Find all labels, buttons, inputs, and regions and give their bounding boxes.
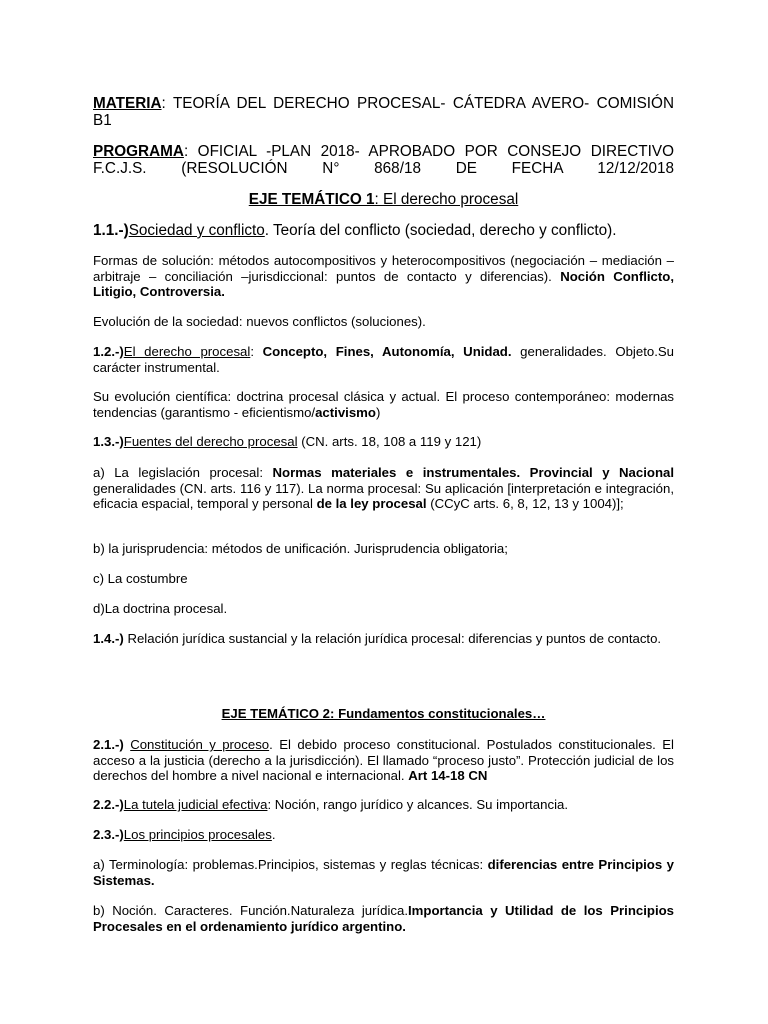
paragraph-c-costumbre: c) La costumbre <box>93 571 188 586</box>
section-2-2-text: : Noción, rango jurídico y alcances. Su importancia. <box>267 797 568 812</box>
eje1-title-num: EJE TEMÁTICO 1 <box>248 191 375 208</box>
evol-cient-end: ) <box>375 404 381 420</box>
section-2-1 <box>93 737 674 784</box>
legislacion-text-2: generalidades (CN. arts. 116 y 117). La norma procesal: Su aplicación [interpretación e integración, eficacia espacial, temporal y personal <box>93 480 674 512</box>
section-2-1-bold: Art 14-18 CN <box>408 768 488 784</box>
section-1-4-text: Relación jurídica sustancial y la relación jurídica procesal: diferencias y puntos de contacto. <box>123 631 662 646</box>
section-2-2-heading: La tutela judicial efectiva <box>123 797 268 812</box>
eje1-title-topic: : El derecho procesal <box>374 191 519 208</box>
terminologia-bold: diferencias entre Principios y Sistemas. <box>93 857 674 888</box>
section-1-2-colon: : <box>250 344 263 359</box>
section-2-1-heading: Constitución y proceso <box>130 737 270 752</box>
programa-text: : OFICIAL -PLAN 2018- APROBADO POR CONSEJO DIRECTIVO F.C.J.S. (RESOLUCIÓN N° 868/18 DE FECHA 12/12/2018 <box>93 143 674 177</box>
legislacion-bold-1: Normas materiales e instrumentales. Provincial y Nacional <box>272 465 674 480</box>
section-1-1-text: . Teoría del conflicto (sociedad, derecho y conflicto). <box>264 222 617 239</box>
section-2-3 <box>93 827 674 843</box>
section-1-4 <box>93 631 674 647</box>
terminologia-text: a) Terminología: problemas.Principios, sistemas y reglas técnicas: <box>93 857 488 872</box>
section-1-1 <box>93 222 674 239</box>
section-1-1-heading: Sociedad y conflicto <box>128 222 265 239</box>
section-2-2-number: 2.2.-) <box>93 797 124 812</box>
eje2-title-text: EJE TEMÁTICO 2: Fundamentos constitucionales… <box>221 706 546 721</box>
section-1-3-text: (CN. arts. 18, 108 a 119 y 121) <box>297 434 482 449</box>
section-2-3-number: 2.3.-) <box>93 827 124 842</box>
section-2-3-text: . <box>271 827 276 842</box>
materia-line <box>93 95 674 129</box>
section-1-2-heading: El derecho procesal <box>123 344 251 359</box>
formas-bold: Noción Conflicto, Litigio, Controversia. <box>93 268 675 300</box>
section-1-3 <box>93 434 674 450</box>
formas-text: Formas de solución: métodos autocompositivos y heterocompositivos (negociación – mediación – arbitraje – conciliación –jurisdiccional: puntos de contacto y diferencias). <box>93 253 674 284</box>
section-2-1-number: 2.1.-) <box>93 737 124 752</box>
materia-text: : TEORÍA DEL DERECHO PROCESAL- CÁTEDRA AVERO- COMISIÓN B1 <box>93 95 674 129</box>
legislacion-text-1: a) La legislación procesal: <box>93 465 273 480</box>
section-1-3-heading: Fuentes del derecho procesal <box>123 434 298 449</box>
paragraph-d-doctrina: d)La doctrina procesal. <box>93 601 228 616</box>
programa-label: PROGRAMA <box>93 143 184 160</box>
section-1-4-number: 1.4.-) <box>93 631 124 646</box>
section-1-2-bold: Concepto, Fines, Autonomía, Unidad. <box>262 344 512 359</box>
paragraph-a-legislacion <box>93 465 674 512</box>
eje2-title <box>93 706 674 722</box>
paragraph-evolucion-sociedad: Evolución de la sociedad: nuevos conflictos (soluciones). <box>93 314 426 329</box>
section-1-2 <box>93 344 674 375</box>
paragraph-2-b-nocion <box>93 903 674 934</box>
evol-cient-text: Su evolución científica: doctrina procesal clásica y actual. El proceso contemporáneo: modernas tendencias (garantismo - eficientismo/ <box>93 389 674 420</box>
nocion-text: b) Noción. Caracteres. Función.Naturaleza jurídica. <box>93 903 409 918</box>
section-1-1-number: 1.1.-) <box>93 222 129 239</box>
paragraph-b-jurisprudencia: b) la jurisprudencia: métodos de unificación. Jurisprudencia obligatoria; <box>93 541 508 556</box>
programa-line <box>93 143 674 177</box>
section-2-1-text: . El debido proceso constitucional. Postulados constitucionales. El acceso a la justicia (derecho a la jurisdicción). El llamado “proceso justo”. Protección judicial de los derechos del hombre a nivel nacional e internacional. <box>93 737 674 784</box>
section-2-3-heading: Los principios procesales <box>123 827 272 842</box>
nocion-bold: Importancia y Utilidad de los Principios Procesales en el ordenamiento jurídico argentino. <box>93 903 674 934</box>
section-1-2-number: 1.2.-) <box>93 344 124 359</box>
materia-label: MATERIA <box>93 95 162 112</box>
section-2-2 <box>93 797 674 813</box>
paragraph-evolucion-cientifica <box>93 389 674 420</box>
section-1-2-text: generalidades. Objeto.Su carácter instrumental. <box>93 344 674 375</box>
legislacion-bold-2: de la ley procesal <box>316 496 427 512</box>
section-1-3-number: 1.3.-) <box>93 434 124 449</box>
eje1-title <box>93 191 674 208</box>
legislacion-text-3: (CCyC arts. 6, 8, 12, 13 y 1004)]; <box>426 496 624 512</box>
paragraph-2-a-terminologia <box>93 857 674 888</box>
evol-cient-bold: activismo <box>315 404 376 420</box>
paragraph-formas-solucion <box>93 253 674 300</box>
